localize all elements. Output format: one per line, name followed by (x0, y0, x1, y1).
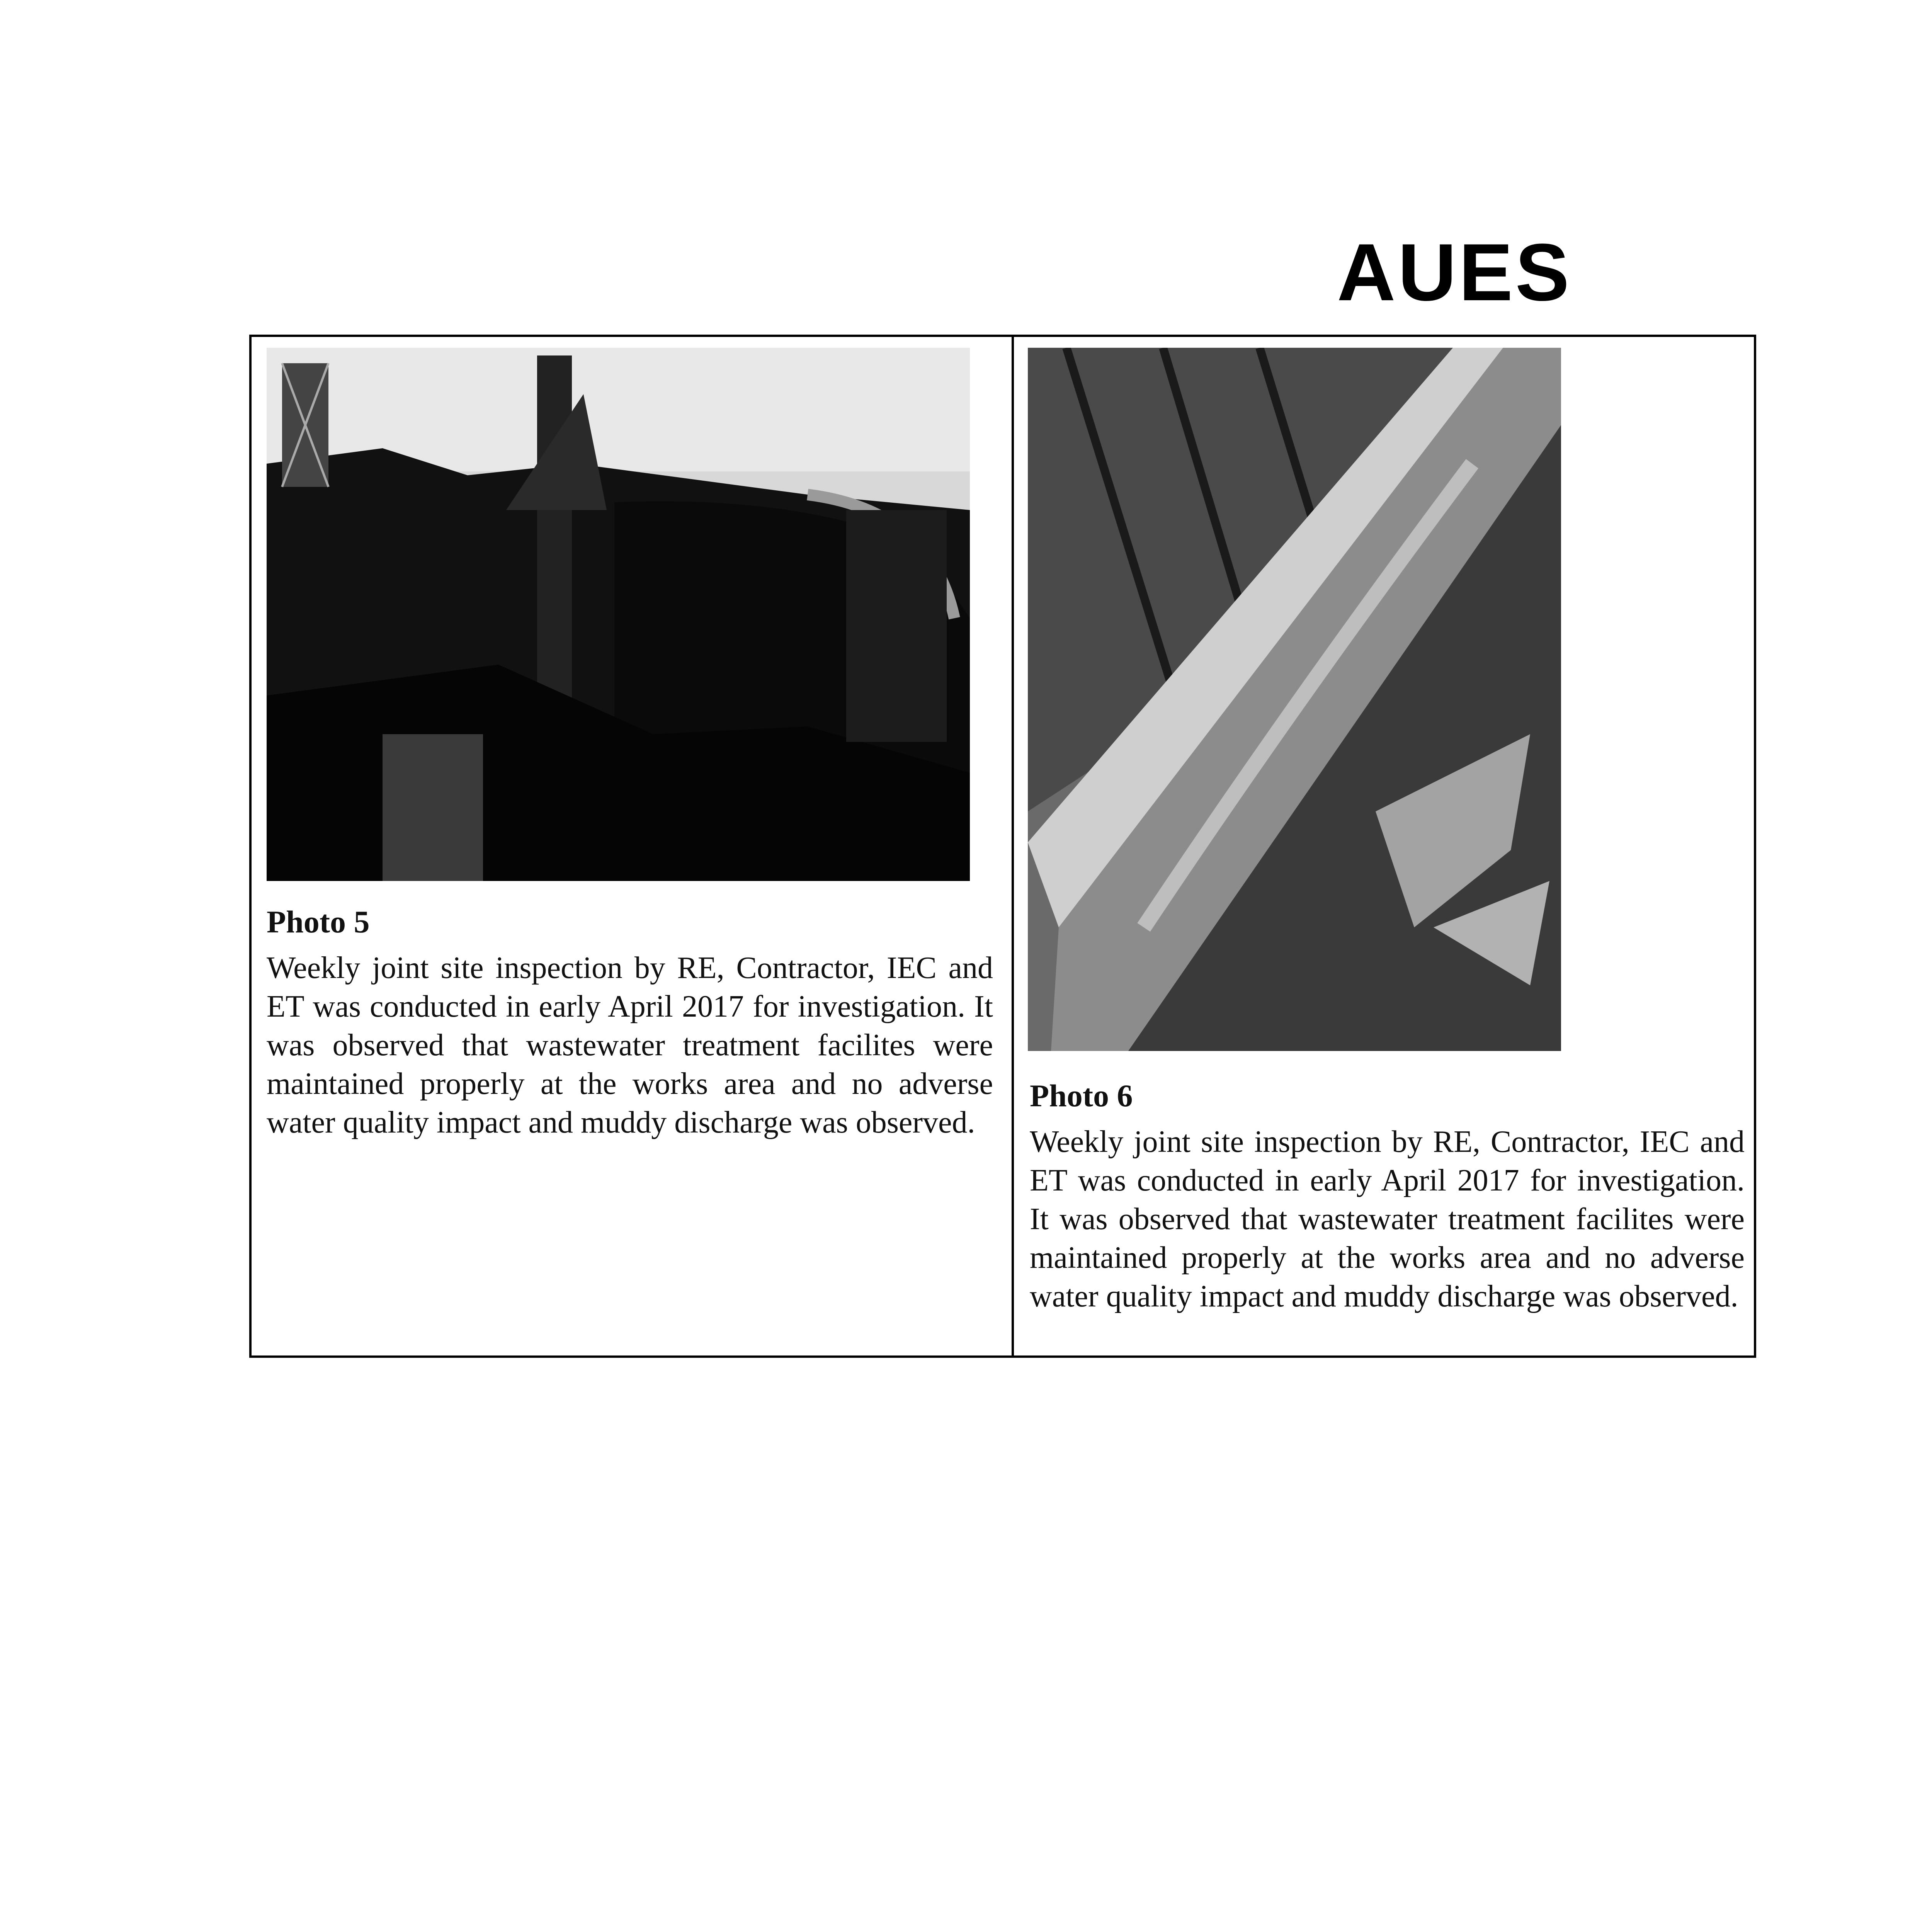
photo-5-caption: Weekly joint site inspection by RE, Contractor, IEC and ET was conducted in early April 2017 for investigation. It was observed that wastewater treatment facilites were maintained properly at the works area and no adverse water quality impact and muddy discharge was observed. (267, 951, 993, 1139)
photo-6-image (1028, 348, 1561, 1051)
table-column-divider (1012, 335, 1014, 1358)
photo-6-title: Photo 6 (1030, 1078, 1133, 1113)
photo-6-caption: Weekly joint site inspection by RE, Contractor, IEC and ET was conducted in early April 2017 for investigation. It was observed that wastewater treatment facilites were maintained properly at the works area and no adverse water quality impact and muddy discharge was observed. (1030, 1125, 1745, 1313)
photo-5-title: Photo 5 (267, 904, 370, 939)
photo-5-image (267, 348, 970, 881)
aues-logo: AUES (1337, 227, 1572, 318)
